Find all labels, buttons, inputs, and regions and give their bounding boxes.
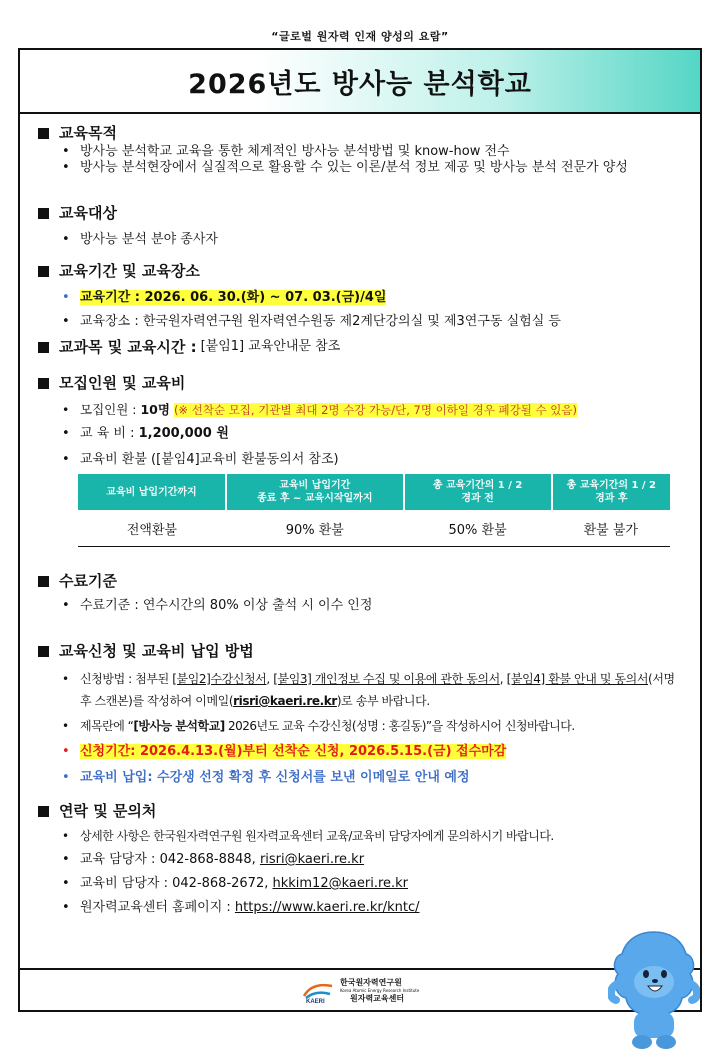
list-item: • 교육비 환불 ([붙임4]교육비 환불동의서 참조) [38,452,688,468]
kaeri-logo-icon [302,978,336,1004]
table-header: 교육비 납입기간 종료 후 ~ 교육시작일까지 [226,474,404,510]
table-cell: 50% 환불 [404,510,552,547]
section-completion [38,570,688,640]
square-bullet-icon [38,266,49,277]
fee-value: 1,200,000 원 [138,426,229,441]
count-value: 10명 [140,402,170,417]
list-item [38,744,688,760]
list-item: • 방사능 분석학교 교육을 통한 체계적인 방사능 분석방법 및 know-how 전수 [38,144,688,160]
list-item: • 상세한 사항은 한국원자력연구원 원자력교육센터 교육/교육비 담당자에게 문의하시기 바랍니다. [38,828,688,844]
table-header: 총 교육기간의 1 / 2 경과 전 [404,474,552,510]
section-subjects [38,336,688,372]
list-item: • 수료기준 : 연수시간의 80% 이상 출석 시 이수 인정 [38,598,688,614]
section-contact [38,800,688,930]
title-bar [20,50,700,114]
list-item: • 교육비 담당자 : 042-868-2672, hkkim12@kaeri.re.kr [38,876,688,892]
section-heading: 연락 및 문의처 [59,802,157,820]
fee-email-link[interactable]: hkkim12@kaeri.re.kr [272,876,409,891]
org-en: Korea Atomic Energy Research Institute [340,988,420,993]
list-item: • 원자력교육센터 홈페이지 : https://www.kaeri.re.kr/kntc/ [38,900,688,916]
document-frame [18,48,702,1012]
square-bullet-icon [38,342,49,353]
logo-abbr: KAERI [306,999,325,1004]
list-item [38,770,688,786]
refund-table [78,474,670,547]
payment-note: 교육비 납입: 수강생 선정 확정 후 신청서를 보낸 이메일로 안내 예정 [80,770,470,785]
section-heading: 수료기준 [59,572,117,590]
section-target [38,202,688,260]
homepage-link[interactable]: https://www.kaeri.re.kr/kntc/ [234,900,420,915]
table-header: 총 교육기간의 1 / 2 경과 후 [552,474,670,510]
list-item [38,426,688,442]
list-item: • 교육 담당자 : 042-868-8848, risri@kaeri.re.kr [38,852,688,868]
table-cell: 90% 환불 [226,510,404,547]
page-title: 2026년도 방사능 분석학교 [188,68,532,100]
section-recruit [38,372,688,570]
square-bullet-icon [38,646,49,657]
attachment-3-link[interactable]: [붙임3] 개인정보 수집 및 이용에 관한 동의서 [273,672,500,686]
list-item: • 신청방법 : 첨부된 [붙임2]수강신청서, [붙임3] 개인정보 수집 및 이용에 관한 동의서, [붙임4] 환불 안내 및 동의서(서명 후 스캔본)를 작성하여 이메일(risri@kaeri.re.kr)로 송부 바랍니다. [38,668,688,712]
count-note: (※ 선착순 모집, 기관별 최대 2명 수강 가능/단, 7명 이하일 경우 폐강될 수 있음) [173,403,577,417]
list-item: • 교육장소 : 한국원자력연구원 원자력연수원동 제2계단강의실 및 제3연구동 실험실 등 [38,314,688,330]
kaeri-logo [302,978,419,1004]
org-name: 한국원자력연구원 [340,978,402,987]
center-name: 원자력교육센터 [350,994,405,1003]
list-item [38,400,688,420]
deadline-highlight: 신청기간: 2026.4.13.(월)부터 선착순 신청, 2026.5.15.(금) 접수마감 [80,744,507,759]
edu-email-link[interactable]: risri@kaeri.re.kr [259,852,365,867]
section-heading: 교육목적 [59,124,117,142]
square-bullet-icon [38,128,49,139]
content [38,122,688,930]
section-period [38,260,688,336]
list-item: • 방사능 분석현장에서 실질적으로 활용할 수 있는 이론/분석 정보 제공 및 방사능 분석 전문가 양성 [38,160,688,176]
table-cell: 전액환불 [78,510,226,547]
table-header: 교육비 납입기간까지 [78,474,226,510]
period-highlight: 교육기간 : 2026. 06. 30.(화) ~ 07. 03.(금)/4일 [80,290,387,305]
square-bullet-icon [38,378,49,389]
fee-label: 교 육 비 : [80,426,139,441]
section-heading: 교과목 및 교육시간 : [59,338,197,356]
section-purpose [38,122,688,202]
section-heading: 모집인원 및 교육비 [59,374,186,392]
section-heading: 교육기간 및 교육장소 [59,262,200,280]
section-heading: 교육신청 및 교육비 납입 방법 [59,642,254,660]
count-label: 모집인원 : [80,402,141,417]
email-link[interactable]: risri@kaeri.re.kr [233,694,337,708]
footer-divider [20,968,700,970]
list-item: • 방사능 분석 분야 종사자 [38,232,688,248]
square-bullet-icon [38,208,49,219]
section-apply [38,640,688,800]
attachment-4-link[interactable]: [붙임4] 환불 안내 및 동의서 [506,672,649,686]
mascot-icon [608,926,700,1056]
table-cell: 환불 불가 [552,510,670,547]
attachment-2-link[interactable]: [붙임2]수강신청서 [172,672,267,686]
list-item [38,288,688,308]
slogan: “글로벌 원자력 인재 양성의 요람” [271,30,449,43]
section-subnote: [붙임1] 교육안내문 참조 [200,339,341,354]
list-item: • 제목란에 “[방사능 분석학교] 2026년도 교육 수강신청(성명 : 홍길동)”을 작성하시어 신청바랍니다. [38,718,688,734]
square-bullet-icon [38,806,49,817]
section-heading: 교육대상 [59,204,117,222]
square-bullet-icon [38,576,49,587]
